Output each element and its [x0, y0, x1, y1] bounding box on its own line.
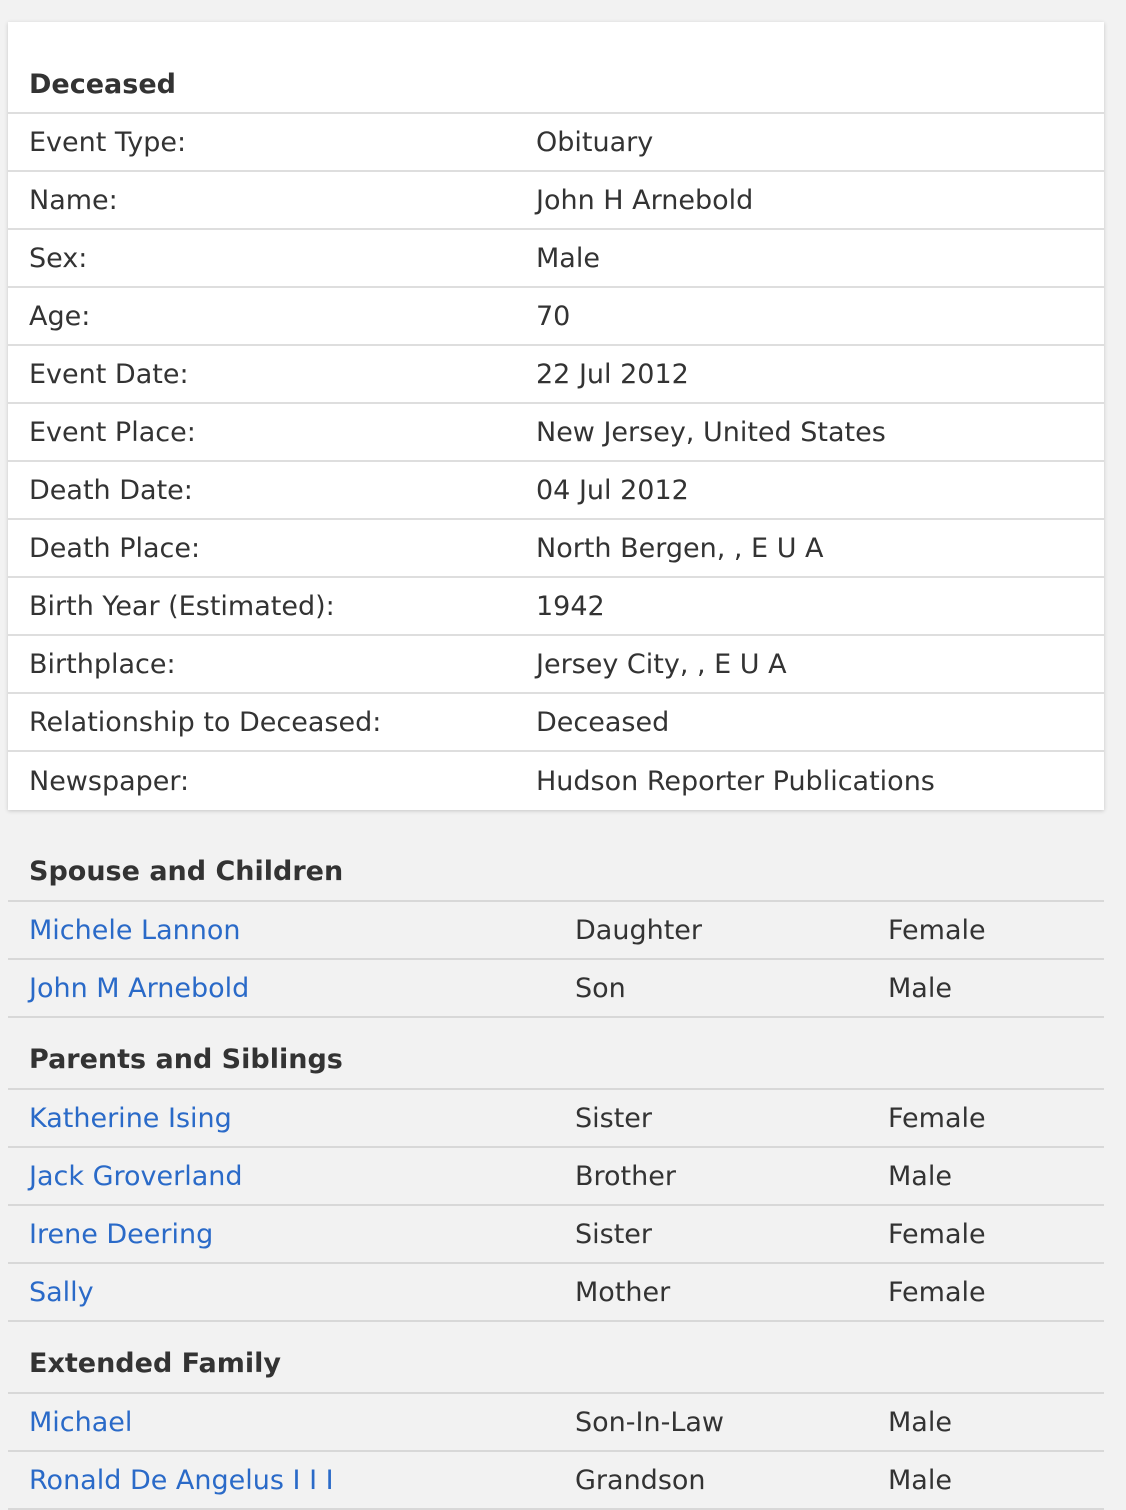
sex-text: Female: [888, 1276, 986, 1308]
person-link[interactable]: Jack Groverland: [29, 1160, 243, 1192]
sex-text: Male: [888, 1160, 952, 1192]
detail-label: Name:: [29, 184, 118, 216]
detail-value: Jersey City, , E U A: [536, 648, 787, 680]
detail-label: Birthplace:: [29, 648, 176, 680]
person-link[interactable]: Michael: [29, 1406, 133, 1438]
detail-value: 1942: [536, 590, 605, 622]
detail-value: Obituary: [536, 126, 654, 158]
detail-label: Age:: [29, 300, 91, 332]
section-title: Extended Family: [8, 1322, 1104, 1394]
family-row: [8, 1148, 1104, 1206]
detail-row-name: [8, 172, 1104, 230]
detail-label: Event Place:: [29, 416, 196, 448]
detail-label: Birth Year (Estimated):: [29, 590, 335, 622]
person-link[interactable]: John M Arnebold: [29, 972, 250, 1004]
relationship-text: Sister: [575, 1102, 653, 1134]
sex-text: Male: [888, 1406, 952, 1438]
section-spouse-and-children: [8, 842, 1104, 1018]
detail-row-death-date: [8, 462, 1104, 520]
person-link[interactable]: Ronald De Angelus I I I: [29, 1464, 334, 1496]
detail-value: 70: [536, 300, 571, 332]
family-members: [8, 842, 1104, 1510]
detail-value: John H Arnebold: [536, 184, 754, 216]
detail-value: Deceased: [536, 706, 670, 738]
detail-value: 22 Jul 2012: [536, 358, 689, 390]
detail-label: Death Date:: [29, 474, 193, 506]
detail-row-event-date: [8, 346, 1104, 404]
section-title: Parents and Siblings: [8, 1018, 1104, 1090]
family-row: [8, 1452, 1104, 1510]
detail-value: 04 Jul 2012: [536, 474, 689, 506]
relationship-text: Daughter: [575, 914, 702, 946]
detail-label: Relationship to Deceased:: [29, 706, 382, 738]
detail-value: New Jersey, United States: [536, 416, 886, 448]
section-extended-family: [8, 1322, 1104, 1510]
detail-row-relationship: [8, 694, 1104, 752]
deceased-title: Deceased: [8, 22, 1104, 114]
sex-text: Female: [888, 1102, 986, 1134]
person-link[interactable]: Katherine Ising: [29, 1102, 232, 1134]
person-link[interactable]: Irene Deering: [29, 1218, 214, 1250]
sex-text: Female: [888, 1218, 986, 1250]
person-link[interactable]: Michele Lannon: [29, 914, 241, 946]
relationship-text: Brother: [575, 1160, 676, 1192]
family-row: [8, 1394, 1104, 1452]
detail-row-birth-year: [8, 578, 1104, 636]
detail-label: Newspaper:: [29, 765, 190, 797]
detail-row-event-type: [8, 114, 1104, 172]
section-title: Spouse and Children: [8, 842, 1104, 902]
detail-row-death-place: [8, 520, 1104, 578]
detail-row-birthplace: [8, 636, 1104, 694]
section-parents-and-siblings: [8, 1018, 1104, 1322]
sex-text: Male: [888, 1464, 952, 1496]
detail-label: Event Date:: [29, 358, 189, 390]
sex-text: Male: [888, 972, 952, 1004]
detail-row-event-place: [8, 404, 1104, 462]
family-row: [8, 1264, 1104, 1322]
family-row: [8, 902, 1104, 960]
family-row: [8, 1206, 1104, 1264]
detail-label: Death Place:: [29, 532, 201, 564]
relationship-text: Son-In-Law: [575, 1406, 725, 1438]
detail-row-newspaper: [8, 752, 1104, 810]
relationship-text: Sister: [575, 1218, 653, 1250]
deceased-card: [8, 22, 1104, 810]
family-row: [8, 960, 1104, 1018]
detail-row-age: [8, 288, 1104, 346]
sex-text: Female: [888, 914, 986, 946]
detail-label: Event Type:: [29, 126, 187, 158]
relationship-text: Grandson: [575, 1464, 706, 1496]
relationship-text: Mother: [575, 1276, 671, 1308]
detail-row-sex: [8, 230, 1104, 288]
detail-value: Hudson Reporter Publications: [536, 765, 935, 797]
detail-label: Sex:: [29, 242, 88, 274]
family-row: [8, 1090, 1104, 1148]
relationship-text: Son: [575, 972, 626, 1004]
person-link[interactable]: Sally: [29, 1276, 94, 1308]
detail-value: Male: [536, 242, 600, 274]
detail-value: North Bergen, , E U A: [536, 532, 824, 564]
